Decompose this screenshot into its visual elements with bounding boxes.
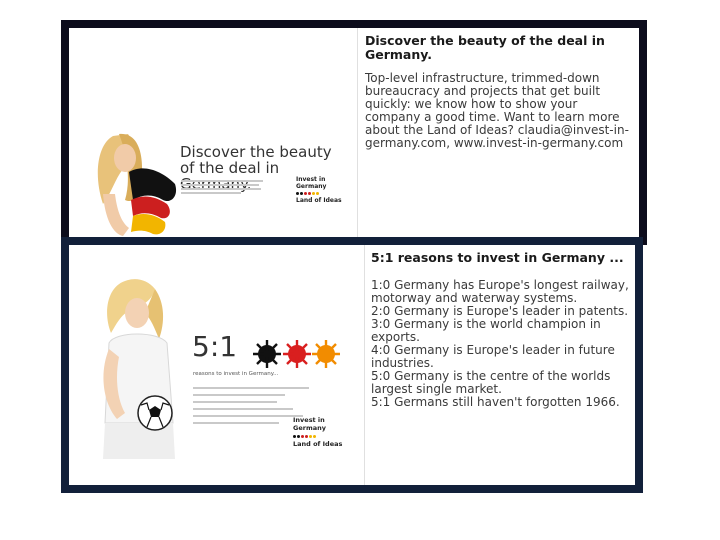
ad-1-headline: Discover the beauty of the deal in xyxy=(180,143,332,177)
ad-1-fine-print xyxy=(181,180,263,196)
invest-in-germany-logo: Invest in Germany Land of Ideas xyxy=(293,416,343,448)
ad-1-body: Top-level infrastructure, trimmed-down bureaucracy and projects that get built quickly: we know how to show your company a good time. Want to learn more about the Land of Ideas? claudia@invest-in-germany.com, www.invest-in-germany.com xyxy=(365,71,629,150)
woman-with-football-illustration xyxy=(95,273,205,463)
ad-2-subtitle: reasons to invest in Germany... xyxy=(193,371,279,377)
ad-2-score: 5:1 xyxy=(192,330,238,363)
reason-item: 3:0 Germany is the world champion in exports. xyxy=(371,317,601,344)
reason-item: 5:1 Germans still haven't forgotten 1966. xyxy=(371,395,620,409)
ad-image-1 xyxy=(69,28,358,237)
ad-panel-1-content xyxy=(69,28,639,237)
ad-1-title: Discover the beauty of the deal in Germany. xyxy=(365,33,605,62)
reason-item: 2:0 Germany is Europe's leader in patents. xyxy=(371,304,629,318)
flower-graphics xyxy=(251,337,341,371)
woman-with-flag-illustration xyxy=(83,124,193,237)
ad-panel-1 xyxy=(61,20,647,245)
ad-panel-2 xyxy=(61,237,643,493)
reason-item: 4:0 Germany is Europe's leader in future industries. xyxy=(371,343,615,370)
reason-item: 1:0 Germany has Europe's longest railway, motorway and waterway systems. xyxy=(371,278,629,305)
ad-2-title: 5:1 reasons to invest in Germany ... xyxy=(371,250,624,265)
ad-2-text xyxy=(371,245,633,409)
reason-item: 5:0 Germany is the centre of the worlds largest single market. xyxy=(371,369,611,396)
ad-panel-2-content xyxy=(69,245,635,485)
invest-in-germany-logo: Invest in Germany Land of Ideas xyxy=(296,176,342,204)
ad-1-text xyxy=(365,28,635,150)
ad-image-2 xyxy=(69,245,365,485)
